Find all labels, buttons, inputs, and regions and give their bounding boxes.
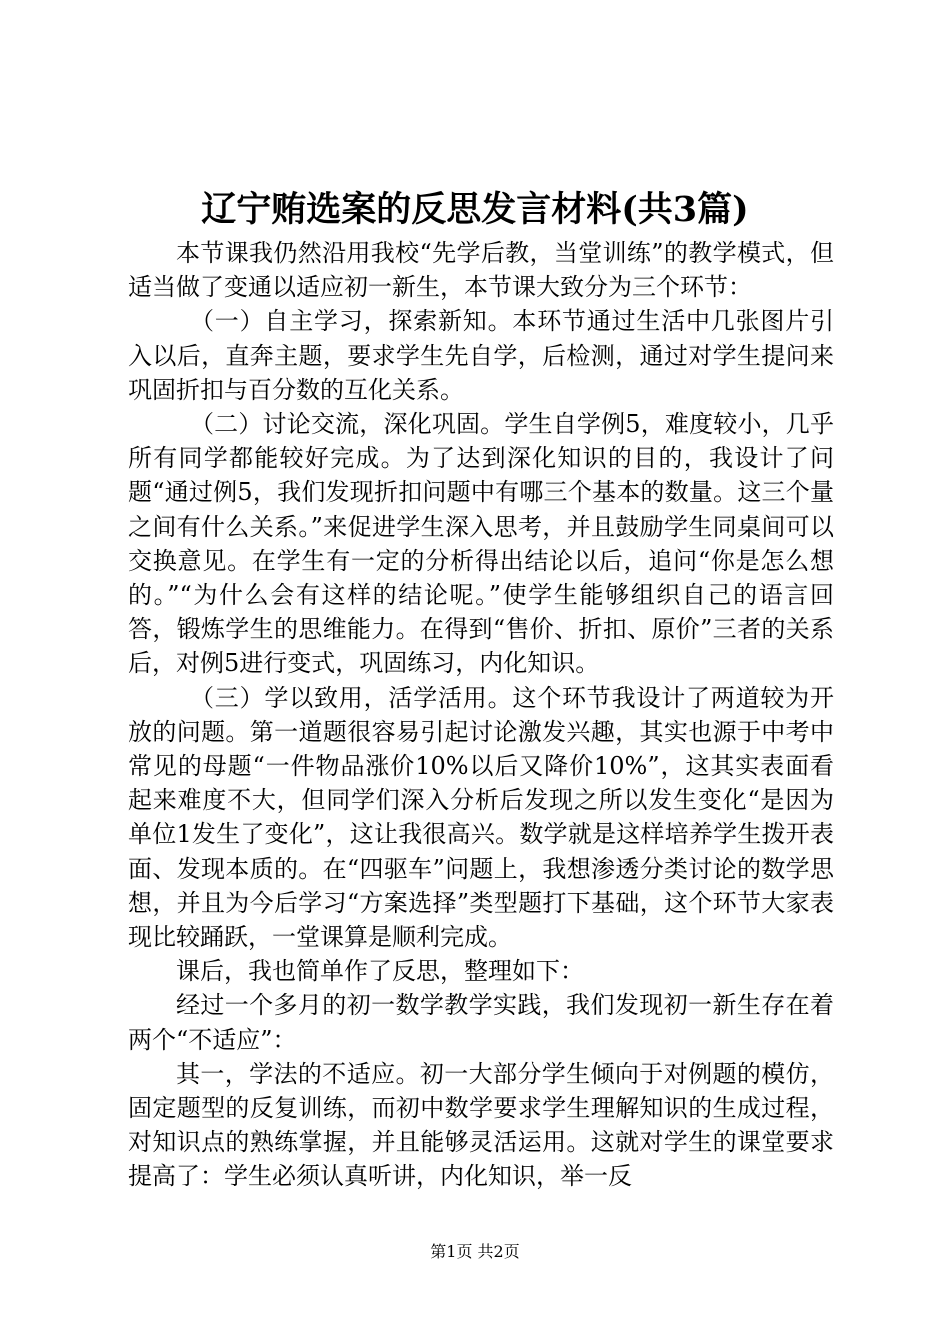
document-title: 辽宁贿选案的反思发言材料(共3篇) <box>201 189 749 230</box>
paragraph-section-2: （二）讨论交流，深化巩固。学生自学例5，难度较小，几乎所有同学都能较好完成。为了达到深化知识的目的，我设计了问题“通过例5，我们发现折扣问题中有哪三个基本的数量。这三个量之间有什么关系。”来促进学生深入思考，并且鼓励学生同桌间可以交换意见。在学生有一定的分析得出结论以后，追问“你是怎么想的。”“为什么会有这样的结论呢。”使学生能够组织自己的语言回答，锻炼学生的思维能力。在得到“售价、折扣、原价”三者的关系后，对例5进行变式，巩固练习，内化知识。 <box>128 410 834 678</box>
paragraph-section-3: （三）学以致用，活学活用。这个环节我设计了两道较为开放的问题。第一道题很容易引起讨论激发兴趣，其实也源于中考中常见的母题“一件物品涨价10%以后又降价10%”，这其实表面看起来难度不大，但同学们深入分析后发现之所以发生变化“是因为单位1发生了变化”，这让我很高兴。数学就是这样培养学生拨开表面、发现本质的。在“四驱车”问题上，我想渗透分类讨论的数学思想，并且为今后学习“方案选择”类型题打下基础，这个环节大家表现比较踊跃，一堂课算是顺利完成。 <box>128 683 834 952</box>
paragraph-reflection-intro: 课后，我也简单作了反思，整理如下： <box>176 957 584 986</box>
paragraph-intro: 本节课我仍然沿用我校“先学后教，当堂训练”的教学模式，但适当做了变通以适应初一新生，本节课大致分为三个环节： <box>128 239 834 302</box>
paragraph-section-1: （一）自主学习，探索新知。本环节通过生活中几张图片引入以后，直奔主题，要求学生先自学，后检测，通过对学生提问来巩固折扣与百分数的互化关系。 <box>128 307 834 404</box>
document-body <box>128 236 834 1194</box>
page-footer: 第1页 共2页 <box>430 1242 520 1261</box>
paragraph-first-maladjustment: 其一，学法的不适应。初一大部分学生倾向于对例题的模仿，固定题型的反复训练，而初中数学要求学生理解知识的生成过程，对知识点的熟练掌握，并且能够灵活运用。这就对学生的课堂要求提高了：学生必须认真听讲，内化知识，举一反 <box>128 1059 834 1191</box>
paragraph-two-maladjustments: 经过一个多月的初一数学教学实践，我们发现初一新生存在着两个“不适应”： <box>128 991 834 1054</box>
